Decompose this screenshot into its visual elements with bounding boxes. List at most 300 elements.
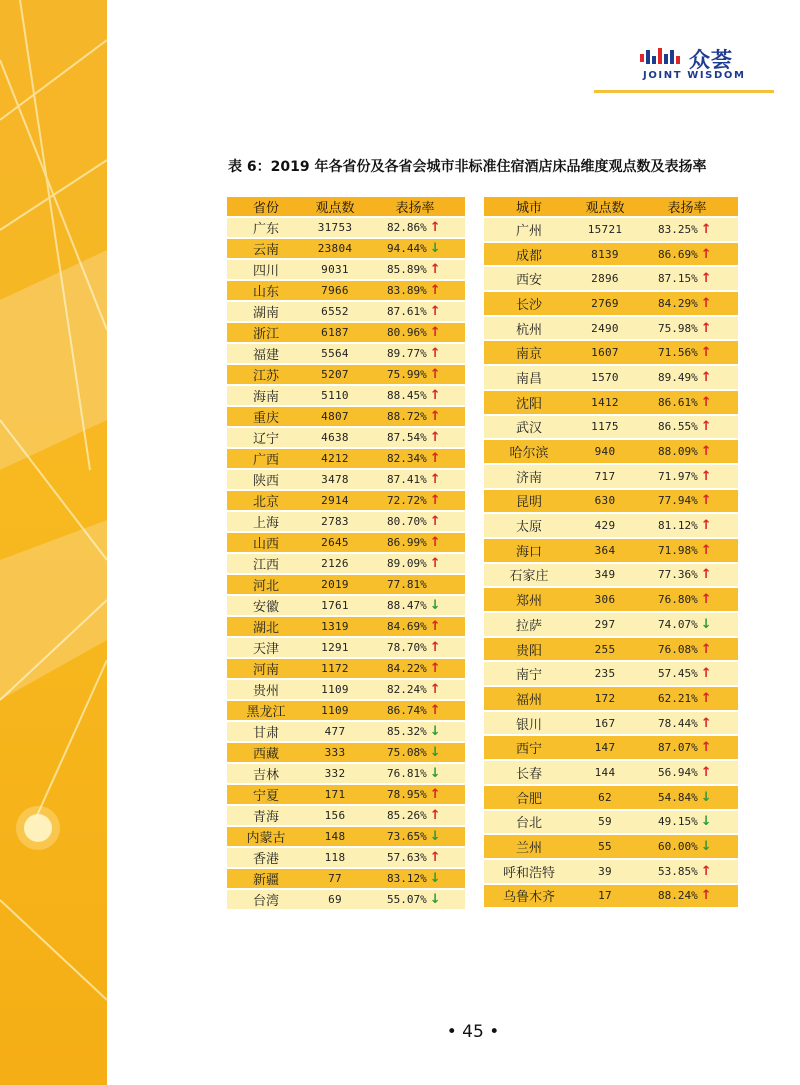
arrow-down-icon: ↓ (700, 814, 712, 830)
arrow-up-icon: ↑ (700, 246, 712, 262)
table-row (227, 806, 465, 825)
row-rate: 54.84% (658, 790, 698, 804)
row-rate-cell (365, 302, 465, 321)
row-count: 349 (574, 564, 636, 587)
arrow-down-icon: ↓ (429, 829, 441, 844)
row-count: 2019 (305, 575, 365, 594)
row-rate-cell (365, 848, 465, 867)
row-count: 2645 (305, 533, 365, 552)
row-name: 台北 (484, 811, 574, 834)
row-count: 306 (574, 588, 636, 611)
row-count: 364 (574, 539, 636, 562)
header-rule (594, 90, 774, 93)
row-rate: 88.72% (387, 410, 427, 423)
row-name: 江西 (227, 554, 305, 573)
row-name: 杭州 (484, 317, 574, 340)
row-name: 江苏 (227, 365, 305, 384)
row-count: 171 (305, 785, 365, 804)
row-rate-cell (636, 588, 738, 611)
column-header-count: 观点数 (305, 197, 365, 216)
row-rate-cell (365, 701, 465, 720)
arrow-down-icon: ↓ (429, 766, 441, 781)
arrow-up-icon: ↑ (700, 468, 712, 484)
row-rate-cell (636, 736, 738, 759)
row-count: 717 (574, 465, 636, 488)
page-number: • 45 • (446, 1022, 500, 1042)
row-count: 1109 (305, 680, 365, 699)
table-row (484, 613, 738, 636)
table-row (227, 722, 465, 741)
row-name: 济南 (484, 465, 574, 488)
row-count: 77 (305, 869, 365, 888)
arrow-up-icon: ↑ (429, 808, 441, 823)
row-rate-cell (636, 761, 738, 784)
table-row (484, 885, 738, 908)
row-rate-cell (636, 416, 738, 439)
row-rate: 85.89% (387, 263, 427, 276)
row-count: 55 (574, 835, 636, 858)
table-row (484, 712, 738, 735)
row-rate: 56.94% (658, 765, 698, 779)
row-name: 湖北 (227, 617, 305, 636)
table-row (227, 281, 465, 300)
arrow-up-icon: ↑ (700, 592, 712, 608)
row-rate-cell (365, 344, 465, 363)
row-count: 1570 (574, 366, 636, 389)
row-count: 1607 (574, 341, 636, 364)
row-rate: 86.69% (658, 247, 698, 261)
column-header-rate: 表扬率 (636, 197, 738, 216)
row-name: 内蒙古 (227, 827, 305, 846)
row-rate-cell (365, 617, 465, 636)
row-count: 4212 (305, 449, 365, 468)
row-rate-cell (636, 662, 738, 685)
arrow-down-icon: ↓ (429, 871, 441, 886)
arrow-up-icon: ↑ (429, 451, 441, 466)
row-rate-cell (365, 512, 465, 531)
row-rate: 53.85% (658, 864, 698, 878)
row-name: 陕西 (227, 470, 305, 489)
arrow-up-icon: ↑ (429, 283, 441, 298)
row-rate: 94.44% (387, 242, 427, 255)
row-rate: 86.61% (658, 395, 698, 409)
row-rate: 89.49% (658, 370, 698, 384)
row-rate: 75.98% (658, 321, 698, 335)
row-rate: 78.70% (387, 641, 427, 654)
row-rate-cell (636, 514, 738, 537)
row-name: 四川 (227, 260, 305, 279)
table-row (484, 687, 738, 710)
row-rate-cell (365, 722, 465, 741)
row-count: 2126 (305, 554, 365, 573)
arrow-up-icon: ↑ (700, 888, 712, 904)
table-row (227, 554, 465, 573)
arrow-down-icon: ↓ (429, 892, 441, 907)
row-rate-cell (636, 391, 738, 414)
row-count: 17 (574, 885, 636, 908)
row-rate-cell (636, 440, 738, 463)
logo-name-cn: 众荟 (689, 48, 733, 72)
row-rate: 84.22% (387, 662, 427, 675)
row-name: 福建 (227, 344, 305, 363)
table-row (484, 243, 738, 266)
row-rate-cell (365, 239, 465, 258)
row-rate-cell (365, 218, 465, 237)
row-rate-cell (365, 575, 465, 594)
row-rate: 81.12% (658, 519, 698, 533)
row-rate: 84.69% (387, 620, 427, 633)
row-name: 广东 (227, 218, 305, 237)
row-name: 山西 (227, 533, 305, 552)
row-count: 1412 (574, 391, 636, 414)
province-table-body (227, 218, 465, 909)
row-count: 1172 (305, 659, 365, 678)
row-name: 吉林 (227, 764, 305, 783)
province-table-header (227, 197, 465, 216)
table-row (227, 428, 465, 447)
row-count: 167 (574, 712, 636, 735)
table-row (227, 386, 465, 405)
row-rate: 71.98% (658, 543, 698, 557)
arrow-up-icon: ↑ (429, 220, 441, 235)
row-count: 1761 (305, 596, 365, 615)
row-rate: 75.99% (387, 368, 427, 381)
table-caption: 表 6：2019 年各省份及各省会城市非标准住宿酒店床品维度观点数及表扬率 (228, 159, 707, 175)
table-row (484, 341, 738, 364)
row-count: 2914 (305, 491, 365, 510)
row-name: 兰州 (484, 835, 574, 858)
table-row (227, 785, 465, 804)
table-row (484, 317, 738, 340)
row-name: 新疆 (227, 869, 305, 888)
row-rate-cell (365, 827, 465, 846)
row-count: 940 (574, 440, 636, 463)
arrow-up-icon: ↑ (700, 493, 712, 509)
arrow-up-icon: ↑ (429, 262, 441, 277)
table-row (484, 539, 738, 562)
table-row (484, 218, 738, 241)
row-rate: 72.72% (387, 494, 427, 507)
row-rate: 80.70% (387, 515, 427, 528)
row-rate-cell (365, 659, 465, 678)
side-band-pattern (0, 0, 107, 1085)
table-row (484, 761, 738, 784)
row-rate: 85.32% (387, 725, 427, 738)
row-rate: 82.86% (387, 221, 427, 234)
table-row (227, 743, 465, 762)
table-row (484, 440, 738, 463)
row-name: 贵州 (227, 680, 305, 699)
row-name: 广州 (484, 218, 574, 241)
row-count: 7966 (305, 281, 365, 300)
table-row (227, 533, 465, 552)
row-rate-cell (636, 218, 738, 241)
table-row (227, 218, 465, 237)
row-count: 2783 (305, 512, 365, 531)
row-rate: 89.77% (387, 347, 427, 360)
row-rate: 76.08% (658, 642, 698, 656)
row-rate-cell (636, 885, 738, 908)
row-rate: 75.08% (387, 746, 427, 759)
row-name: 湖南 (227, 302, 305, 321)
row-rate: 88.09% (658, 445, 698, 459)
row-rate-cell (636, 687, 738, 710)
row-count: 235 (574, 662, 636, 685)
row-count: 1319 (305, 617, 365, 636)
row-name: 武汉 (484, 416, 574, 439)
row-name: 哈尔滨 (484, 440, 574, 463)
arrow-up-icon: ↑ (429, 703, 441, 718)
row-name: 海口 (484, 539, 574, 562)
row-name: 成都 (484, 243, 574, 266)
row-rate-cell (365, 680, 465, 699)
table-row (227, 869, 465, 888)
row-rate-cell (365, 533, 465, 552)
row-rate: 83.12% (387, 872, 427, 885)
row-count: 630 (574, 490, 636, 513)
table-row (227, 344, 465, 363)
row-rate: 77.36% (658, 568, 698, 582)
row-name: 辽宁 (227, 428, 305, 447)
table-row (484, 811, 738, 834)
row-rate-cell (365, 491, 465, 510)
arrow-up-icon: ↑ (700, 518, 712, 534)
row-rate: 86.55% (658, 420, 698, 434)
row-name: 海南 (227, 386, 305, 405)
row-name: 福州 (484, 687, 574, 710)
row-rate-cell (365, 449, 465, 468)
row-rate-cell (636, 613, 738, 636)
row-rate-cell (636, 786, 738, 809)
row-name: 天津 (227, 638, 305, 657)
row-count: 1291 (305, 638, 365, 657)
row-name: 南昌 (484, 366, 574, 389)
table-row (484, 564, 738, 587)
row-name: 北京 (227, 491, 305, 510)
row-name: 太原 (484, 514, 574, 537)
arrow-up-icon: ↑ (700, 444, 712, 460)
row-name: 甘肃 (227, 722, 305, 741)
arrow-up-icon: ↑ (429, 661, 441, 676)
row-rate-cell (365, 260, 465, 279)
arrow-up-icon: ↑ (700, 567, 712, 583)
arrow-up-icon: ↑ (429, 304, 441, 319)
row-rate: 78.44% (658, 716, 698, 730)
table-row (484, 835, 738, 858)
row-rate-cell (365, 470, 465, 489)
row-rate: 83.25% (658, 222, 698, 236)
row-rate-cell (636, 539, 738, 562)
row-rate-cell (636, 465, 738, 488)
row-name: 西宁 (484, 736, 574, 759)
row-count: 118 (305, 848, 365, 867)
row-rate: 55.07% (387, 893, 427, 906)
row-name: 台湾 (227, 890, 305, 909)
arrow-down-icon: ↓ (429, 745, 441, 760)
table-row (227, 365, 465, 384)
row-rate-cell (365, 596, 465, 615)
table-row (227, 680, 465, 699)
logo-mark-icon (640, 46, 686, 68)
arrow-up-icon: ↑ (700, 369, 712, 385)
table-row (227, 491, 465, 510)
column-header-province: 省份 (227, 197, 305, 216)
row-rate: 73.65% (387, 830, 427, 843)
row-name: 重庆 (227, 407, 305, 426)
row-rate: 71.97% (658, 469, 698, 483)
row-rate-cell (365, 281, 465, 300)
row-rate: 88.47% (387, 599, 427, 612)
row-name: 青海 (227, 806, 305, 825)
arrow-up-icon: ↑ (700, 690, 712, 706)
row-name: 广西 (227, 449, 305, 468)
row-name: 上海 (227, 512, 305, 531)
table-row (227, 596, 465, 615)
table-row (484, 514, 738, 537)
arrow-up-icon: ↑ (429, 388, 441, 403)
arrow-up-icon: ↑ (700, 394, 712, 410)
arrow-up-icon: ↑ (700, 320, 712, 336)
row-rate: 87.61% (387, 305, 427, 318)
row-name: 昆明 (484, 490, 574, 513)
arrow-up-icon: ↑ (429, 787, 441, 802)
table-row (227, 239, 465, 258)
arrow-down-icon: ↓ (429, 241, 441, 256)
row-count: 3478 (305, 470, 365, 489)
row-rate: 49.15% (658, 815, 698, 829)
row-count: 69 (305, 890, 365, 909)
row-count: 1109 (305, 701, 365, 720)
arrow-up-icon: ↑ (429, 367, 441, 382)
row-name: 西藏 (227, 743, 305, 762)
row-rate-cell (636, 712, 738, 735)
row-rate-cell (636, 267, 738, 290)
row-rate-cell (365, 869, 465, 888)
arrow-up-icon: ↑ (700, 764, 712, 780)
city-table-header (484, 197, 738, 216)
row-name: 乌鲁木齐 (484, 885, 574, 908)
row-rate-cell (636, 638, 738, 661)
row-rate-cell (365, 743, 465, 762)
table-row (484, 638, 738, 661)
row-count: 5564 (305, 344, 365, 363)
row-rate: 87.54% (387, 431, 427, 444)
row-rate-cell (365, 554, 465, 573)
row-name: 西安 (484, 267, 574, 290)
row-count: 332 (305, 764, 365, 783)
arrow-up-icon: ↑ (700, 345, 712, 361)
row-rate: 86.74% (387, 704, 427, 717)
row-rate: 83.89% (387, 284, 427, 297)
table-row (227, 848, 465, 867)
table-row (227, 512, 465, 531)
row-rate: 80.96% (387, 326, 427, 339)
row-name: 银川 (484, 712, 574, 735)
row-rate-cell (636, 341, 738, 364)
row-rate-cell (636, 243, 738, 266)
row-rate: 87.07% (658, 741, 698, 755)
row-name: 拉萨 (484, 613, 574, 636)
arrow-down-icon: ↓ (429, 598, 441, 613)
logo-name-en: JOINT WISDOM (643, 70, 746, 81)
table-row (227, 890, 465, 909)
row-name: 长春 (484, 761, 574, 784)
row-rate: 88.24% (658, 889, 698, 903)
table-row (227, 575, 465, 594)
arrow-up-icon: ↑ (429, 409, 441, 424)
decorative-side-band (0, 0, 107, 1085)
arrow-up-icon: ↑ (429, 325, 441, 340)
column-header-city: 城市 (484, 197, 574, 216)
row-count: 6552 (305, 302, 365, 321)
row-name: 河南 (227, 659, 305, 678)
row-name: 贵阳 (484, 638, 574, 661)
arrow-up-icon: ↑ (700, 542, 712, 558)
row-rate: 76.81% (387, 767, 427, 780)
row-rate: 86.99% (387, 536, 427, 549)
arrow-down-icon: ↓ (700, 839, 712, 855)
row-count: 333 (305, 743, 365, 762)
row-count: 429 (574, 514, 636, 537)
row-rate-cell (636, 292, 738, 315)
city-table (484, 195, 738, 909)
arrow-up-icon: ↑ (429, 556, 441, 571)
table-row (227, 302, 465, 321)
arrow-up-icon: ↑ (700, 221, 712, 237)
table-row (227, 638, 465, 657)
row-rate: 77.81% (387, 578, 427, 591)
row-rate-cell (365, 638, 465, 657)
row-rate: 57.45% (658, 667, 698, 681)
row-name: 南京 (484, 341, 574, 364)
table-row (227, 323, 465, 342)
row-name: 安徽 (227, 596, 305, 615)
row-rate-cell (636, 835, 738, 858)
row-rate-cell (636, 490, 738, 513)
province-table (227, 195, 465, 911)
table-row (227, 407, 465, 426)
row-count: 4638 (305, 428, 365, 447)
table-row (484, 366, 738, 389)
row-name: 合肥 (484, 786, 574, 809)
table-row (484, 416, 738, 439)
column-header-count: 观点数 (574, 197, 636, 216)
row-name: 南宁 (484, 662, 574, 685)
row-rate: 82.24% (387, 683, 427, 696)
row-name: 浙江 (227, 323, 305, 342)
row-rate: 85.26% (387, 809, 427, 822)
row-count: 23804 (305, 239, 365, 258)
arrow-up-icon: ↑ (700, 271, 712, 287)
table-row (484, 588, 738, 611)
row-rate: 87.41% (387, 473, 427, 486)
row-rate-cell (365, 764, 465, 783)
table-row (484, 860, 738, 883)
row-count: 147 (574, 736, 636, 759)
row-count: 31753 (305, 218, 365, 237)
row-count: 9031 (305, 260, 365, 279)
arrow-up-icon: ↑ (700, 419, 712, 435)
brand-logo (640, 44, 774, 88)
arrow-up-icon: ↑ (429, 472, 441, 487)
row-rate: 71.56% (658, 346, 698, 360)
row-count: 172 (574, 687, 636, 710)
table-row (227, 470, 465, 489)
row-rate-cell (636, 811, 738, 834)
table-row (484, 465, 738, 488)
row-rate-cell (365, 407, 465, 426)
row-rate-cell (365, 428, 465, 447)
